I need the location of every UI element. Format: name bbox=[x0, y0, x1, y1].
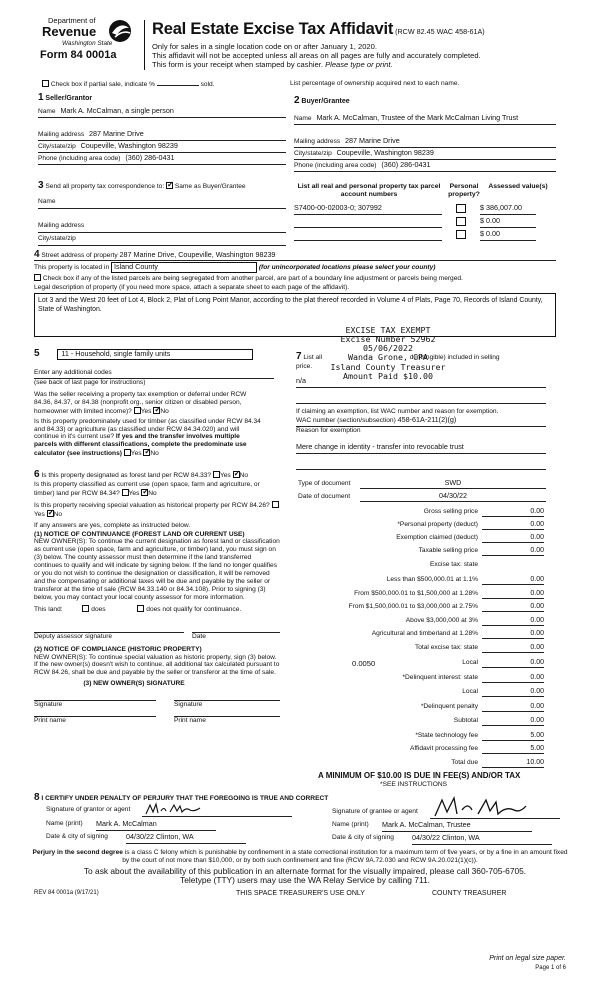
buyer-section: 2 Buyer/Grantee Name Mark A. McCalman, Trustee of the Mark McCalman Living Trust Mailing address 287 Marine Drive City/state/zip Coupeville, Washington 98239 Phone (including area code) (360) 286-0431 bbox=[294, 95, 556, 172]
street-address-field[interactable]: 287 Marine Drive, Coupeville, Washington 98239 bbox=[119, 250, 276, 259]
tax-label: *Delinquent penalty bbox=[420, 703, 478, 710]
dor-logo bbox=[34, 16, 134, 70]
tax-value[interactable]: 0.00 bbox=[482, 521, 544, 530]
header-note-3-italic: Please type or print. bbox=[325, 60, 393, 70]
tax-row bbox=[300, 603, 546, 615]
tax-value[interactable]: 10.00 bbox=[482, 759, 544, 768]
tax-row bbox=[300, 630, 546, 642]
tax-value[interactable]: 0.00 bbox=[482, 717, 544, 726]
doc-date-label: Date of document bbox=[298, 493, 351, 500]
legal-paper-note: Print on legal size paper. bbox=[489, 955, 566, 962]
parcel-col-header: List all real and personal property tax parcel account numbers bbox=[297, 183, 441, 199]
historic-no-checkbox[interactable] bbox=[47, 510, 54, 517]
notice-2-heading: (2) NOTICE OF COMPLIANCE (HISTORIC PROPERTY) bbox=[34, 645, 202, 653]
does-label: does bbox=[91, 605, 106, 613]
tax-label: Total excise tax: state bbox=[414, 644, 478, 651]
assessed-value-field[interactable]: $ 386,007.00 bbox=[480, 204, 536, 215]
grantee-name-field[interactable]: Mark A. McCalman, Trustee bbox=[382, 821, 532, 832]
exemption-no-checkbox[interactable] bbox=[153, 407, 160, 414]
tax-correspondence-section: 3 Send all property tax correspondence to: ✓ Same as Buyer/Grantee Name Mailing address City/state/zip bbox=[38, 180, 286, 246]
header-note-2: This affidavit will not be accepted unless all areas on all pages are fully and accurately completed. bbox=[152, 50, 481, 60]
grantor-name-label: Name (print) bbox=[46, 820, 83, 827]
tax-label: Gross selling price bbox=[423, 508, 478, 515]
notice-1-heading: (1) NOTICE OF CONTINUANCE (FOREST LAND OR CURRENT USE) bbox=[34, 530, 245, 538]
perjury-notice bbox=[30, 849, 570, 865]
wac-number-field[interactable]: 458-61A-211(2)(g) bbox=[397, 414, 457, 424]
new-owner-signature-2[interactable] bbox=[174, 700, 280, 709]
alt-format-notice: To ask about the availability of this publication in an alternate format for the visually impaired, please call 360-705-6705. Teletype (TTY) users may use the WA Relay Service by calling 711. bbox=[83, 866, 527, 886]
tax-value[interactable]: 0.00 bbox=[482, 703, 544, 712]
same-as-buyer-checkbox[interactable] bbox=[166, 182, 173, 189]
grantee-date-field[interactable]: 04/30/22 Clinton, WA bbox=[412, 834, 552, 845]
seller-heading: Seller/Grantor bbox=[45, 95, 93, 102]
tax-value[interactable]: 0.00 bbox=[482, 603, 544, 612]
deputy-signature-label: Deputy assessor signature bbox=[34, 632, 113, 640]
seller-section: 1 Seller/Grantor Name Mark A. McCalman, a single person Mailing address 287 Marine Drive City/state/zip Coupeville, Washington 98239 Phone (including area code) (360) 286-0431 bbox=[38, 92, 286, 165]
no-label: No bbox=[150, 450, 159, 458]
parcel-number-field[interactable] bbox=[294, 217, 442, 228]
deputy-date-line[interactable] bbox=[192, 632, 280, 641]
buyer-city-label: City/state/zip bbox=[294, 150, 332, 157]
perjury-text: is a class C felony which is punishable by confinement in a state correctional institution for a maximum term of five years, or by a fine in an amount fixed by the court of not more than $10,000, or by both such confinement and fine (RCW 9A.72.030 and RCW 9A.20.021(1)(c)). bbox=[122, 849, 568, 864]
grantor-signature-icon bbox=[144, 802, 204, 816]
tax-label: *Personal property (deduct) bbox=[397, 521, 478, 528]
print-name-label: Print name bbox=[34, 717, 66, 725]
notice-1-text: NEW OWNER(S): To continue the current designation as forest land or classification as current use (open space, farm and agriculture, or timber) land, you must sign on (3) below. The county assessor must then determine if the land transferred continues to qualify and will indicate by signing below. If the land no longer qualifies or you do not wish to continue the designation or classification, it will be removed and the compensating or additional taxes will be due and payable by the seller or transferor at the time of sale (RCW 84.33.140 or 84.34.108). Prior to signing (3) below, you may contact your local county assessor for more information. bbox=[34, 538, 280, 601]
forest-historic-section bbox=[34, 469, 296, 724]
yes-label: Yes bbox=[34, 510, 45, 518]
grantee-name-label: Name (print) bbox=[332, 821, 369, 828]
tax-value[interactable]: 0.00 bbox=[482, 630, 544, 639]
document-type-row bbox=[298, 479, 546, 490]
seller-phone-field[interactable]: (360) 286-0431 bbox=[125, 153, 175, 162]
buyer-city-field[interactable]: Coupeville, Washington 98239 bbox=[336, 148, 434, 157]
personal-col-header: Personal property? bbox=[448, 183, 480, 199]
tax-row-local bbox=[300, 659, 546, 671]
reason-label: Reason for exemption bbox=[296, 426, 361, 434]
parcel-row bbox=[294, 204, 556, 216]
tax-row bbox=[300, 644, 546, 656]
assessed-value-field[interactable]: $ 0.00 bbox=[480, 217, 536, 228]
timber-question-text: Is this property predominately used for timber (as classified under RCW 84.34 and 84.33) or agriculture (as classified under RCW 84.34.020) and will continue in it's current use? bbox=[34, 417, 261, 441]
timber-no-checkbox[interactable] bbox=[143, 449, 150, 456]
notice-3-heading: (3) NEW OWNER(S) SIGNATURE bbox=[83, 680, 185, 688]
grantor-date-label: Date & city of signing bbox=[46, 833, 108, 840]
state-name: Washington State bbox=[62, 40, 113, 47]
section7-label-a: List all bbox=[303, 354, 323, 361]
correspondence-mailing-label: Mailing address bbox=[38, 222, 85, 229]
tax-label: Agricultural and timberland at 1.28% bbox=[371, 630, 478, 637]
partial-sale-label: Check box if partial sale, indicate % bbox=[50, 81, 155, 88]
partial-sale-row bbox=[42, 80, 302, 89]
yes-label: Yes bbox=[128, 489, 140, 497]
signature-label: Signature bbox=[174, 701, 203, 709]
buyer-mailing-field[interactable]: 287 Marine Drive bbox=[345, 136, 400, 145]
grantee-date-row bbox=[332, 834, 564, 846]
county-note: (for unincorporated locations please select your county) bbox=[258, 264, 436, 271]
seller-name-field[interactable]: Mark A. McCalman, a single person bbox=[60, 106, 174, 115]
notice-2-text: NEW OWNER(S): To continue special valuation as historic property, sign (3) below. If the new owner(s) doesn't wish to continue, all additional tax calculated pursuant to RCW 84.26, shall be due and payable by the seller or transferor at the time of sale. bbox=[34, 653, 280, 677]
revision-label: REV 84 0001a (9/17/21) bbox=[34, 890, 99, 896]
assessed-value-field[interactable]: $ 0.00 bbox=[480, 230, 536, 241]
stamp-line-4: Wanda Grone, CPA bbox=[348, 352, 428, 363]
grantor-date-row bbox=[46, 833, 296, 845]
correspondence-city-label: City/state/zip bbox=[38, 235, 76, 242]
grantee-name-row bbox=[332, 821, 564, 833]
tax-row bbox=[300, 703, 546, 715]
claim-exemption-label: If claiming an exemption, list WAC number and reason for exemption. bbox=[296, 407, 499, 415]
tax-value[interactable]: 0.00 bbox=[482, 547, 544, 556]
form-number: Form 84 0001a bbox=[40, 49, 117, 61]
doc-date-field[interactable]: 04/30/22 bbox=[360, 492, 546, 502]
tax-row bbox=[300, 590, 546, 602]
tax-row bbox=[300, 674, 546, 686]
buyer-name-label: Name bbox=[294, 115, 312, 122]
tax-row bbox=[300, 508, 546, 520]
parcel-row bbox=[294, 217, 556, 229]
deputy-date-label: Date bbox=[192, 632, 206, 640]
tax-value[interactable]: 0.00 bbox=[482, 617, 544, 626]
buyer-phone-label: Phone (including area code) bbox=[294, 162, 377, 169]
tax-label: *State technology fee bbox=[415, 732, 478, 739]
parcel-row bbox=[294, 230, 556, 242]
form-title: Real Estate Excise Tax Affidavit bbox=[152, 20, 394, 38]
local-rate: 0.0050 bbox=[352, 659, 376, 668]
buyer-name-field[interactable]: Mark A. McCalman, Trustee of the Mark McCalman Living Trust bbox=[316, 113, 519, 122]
tax-value[interactable]: 0.00 bbox=[482, 659, 544, 668]
tax-value[interactable]: 5.00 bbox=[482, 732, 544, 741]
form-title-block bbox=[152, 20, 562, 69]
correspondence-label: Send all property tax correspondence to: bbox=[45, 183, 165, 190]
section7-price-word: price. bbox=[296, 363, 313, 370]
tax-label: Total due bbox=[451, 759, 478, 766]
tax-label: *Delinquent interest: state bbox=[402, 674, 478, 681]
current-use-no-checkbox[interactable] bbox=[141, 489, 148, 496]
treasurer-use-label: THIS SPACE TREASURER'S USE ONLY bbox=[236, 890, 365, 897]
tax-label: Exemption claimed (deduct) bbox=[396, 534, 478, 541]
historic-question bbox=[34, 501, 279, 519]
this-land-label: This land: bbox=[34, 605, 63, 613]
no-label: No bbox=[160, 407, 169, 415]
stamp-line-6: Amount Paid $10.00 bbox=[343, 370, 433, 381]
partial-sale-percent[interactable] bbox=[157, 85, 199, 86]
stamp-line-3: 05/06/2022 bbox=[363, 343, 413, 354]
exemption-question bbox=[34, 391, 264, 416]
page-number: Page 1 of 6 bbox=[535, 965, 566, 971]
department-line1: Department of bbox=[48, 16, 96, 25]
seller-mailing-field[interactable]: 287 Marine Drive bbox=[89, 129, 144, 138]
stamp-line-1: EXCISE TAX EXEMPT bbox=[345, 325, 431, 335]
grantor-name-row bbox=[46, 820, 296, 832]
seller-mailing-label: Mailing address bbox=[38, 131, 85, 138]
minimum-due-note: A MINIMUM OF $10.00 IS DUE IN FEE(S) AND/OR TAX bbox=[318, 771, 521, 780]
certification-section: 8 I CERTIFY UNDER PENALTY OF PERJURY THAT THE FOREGOING IS TRUE AND CORRECT Signature of grantor or agent Name (print) Mark A. McCalman Date & city of signing 04/30/22 Clinton, WA Signature of grantee or agent Name (print) Mark A. McCalman, Trustee Date & city of signing 04/30/22 Clinton, WA bbox=[34, 792, 564, 848]
ownership-note: List percentage of ownership acquired next to each name. bbox=[290, 80, 460, 87]
forest-yes-checkbox[interactable] bbox=[213, 471, 220, 478]
header-note-1: Only for sales in a single location code on or after January 1, 2020. bbox=[152, 41, 377, 51]
form-citation: (RCW 82.45 WAC 458-61A) bbox=[395, 27, 485, 36]
tax-row bbox=[300, 759, 546, 771]
see-back-note: (see back of last page for instructions) bbox=[34, 379, 146, 386]
seller-city-field[interactable]: Coupeville, Washington 98239 bbox=[80, 141, 178, 150]
segregated-parcel-checkbox[interactable] bbox=[34, 274, 41, 281]
header-note-3: This form is your receipt when stamped by cashier. bbox=[152, 60, 323, 70]
tax-label: Above $3,000,000 at 3% bbox=[405, 617, 478, 624]
department-line2: Revenue bbox=[42, 24, 97, 39]
new-owner-print-2[interactable] bbox=[174, 716, 280, 725]
partial-sale-checkbox[interactable] bbox=[42, 80, 49, 87]
exemption-question-text: Was the seller receiving a property tax exemption or deferral under RCW 84.36, 84.37, or 84.38 (nonprofit org., senior citizen or disabled person, homeowner with limited income)? bbox=[34, 390, 247, 415]
grantor-signature-row bbox=[46, 806, 296, 818]
tax-label: Affidavit processing fee bbox=[409, 745, 478, 752]
exemption-reason-field[interactable]: Mere change in identity - transfer into revocable trust bbox=[296, 443, 546, 454]
same-as-buyer-label: Same as Buyer/Grantee bbox=[174, 183, 246, 190]
current-use-question-text: Is this property classified as current use (open space, farm and agriculture, or timber) land per RCW 84.34? bbox=[34, 481, 260, 497]
perjury-bold: Perjury in the second degree bbox=[32, 849, 123, 856]
tax-value[interactable]: 0.00 bbox=[482, 688, 544, 697]
street-address-label: Street address of property bbox=[41, 252, 118, 259]
seller-city-label: City/state/zip bbox=[38, 143, 76, 150]
does-not-qualify-checkbox[interactable] bbox=[137, 605, 144, 612]
tax-label: From $1,500,000.01 to $3,000,000 at 2.75% bbox=[348, 603, 478, 610]
personal-property-field[interactable]: n/a bbox=[296, 377, 546, 388]
yes-label: Yes bbox=[219, 472, 231, 479]
see-instructions-note: *SEE INSTRUCTIONS bbox=[380, 781, 448, 788]
historic-question-text: Is this property receiving special valuation as historical property per RCW 84.26? bbox=[34, 501, 270, 509]
grantee-signature-icon bbox=[432, 796, 528, 818]
tax-value[interactable]: 0.00 bbox=[482, 674, 544, 683]
if-yes-note: If any answers are yes, complete as instructed below. bbox=[34, 521, 191, 529]
buyer-heading: Buyer/Grantee bbox=[301, 98, 350, 105]
tax-row bbox=[300, 717, 546, 729]
county-treasurer-label: COUNTY TREASURER bbox=[432, 890, 507, 897]
grantee-date-label: Date & city of signing bbox=[332, 834, 394, 841]
current-use-yes-checkbox[interactable] bbox=[122, 489, 129, 496]
personal-property-checkbox[interactable] bbox=[456, 230, 466, 239]
stamp-line-5: Island County Treasurer bbox=[330, 361, 446, 372]
tax-value[interactable]: 0.00 bbox=[482, 644, 544, 653]
new-owner-print-1[interactable] bbox=[34, 716, 156, 725]
county-select[interactable]: Island County bbox=[111, 262, 257, 273]
qualify-row bbox=[34, 605, 296, 614]
tax-label: Subtotal bbox=[453, 717, 478, 724]
forest-no-checkbox[interactable] bbox=[233, 471, 240, 478]
parcel-number-field[interactable] bbox=[294, 230, 442, 241]
no-label: No bbox=[239, 472, 248, 479]
personal-property-checkbox[interactable] bbox=[456, 204, 466, 213]
grantor-date-field[interactable]: 04/30/22 Clinton, WA bbox=[126, 833, 246, 844]
no-label: No bbox=[53, 510, 63, 518]
partial-sale-sold: sold. bbox=[200, 81, 215, 88]
grantee-signature-field[interactable] bbox=[430, 808, 560, 819]
grantee-signature-label: Signature of grantee or agent bbox=[332, 808, 418, 815]
assessed-col-header: Assessed value(s) bbox=[488, 183, 548, 190]
tax-row bbox=[300, 688, 546, 700]
buyer-mailing-label: Mailing address bbox=[294, 138, 341, 145]
tax-label: Less than $500,000.01 at 1.1% bbox=[386, 576, 478, 583]
print-name-label: Print name bbox=[174, 717, 206, 725]
new-owner-signature-1[interactable] bbox=[34, 700, 156, 709]
tax-value[interactable]: 5.00 bbox=[482, 745, 544, 754]
property-address-section: 4 Street address of property 287 Marine Drive, Coupeville, Washington 98239 This property is located in Island County (for unincorporated locations please select your county) Check box if any of the listed parcels are being segregated from another parcel, are part of a boundary line adjustment or parcels being merged. Legal description of property (if you need more space, attach a separate sheet to each page of the affidavit). Lot 3 and the West 20 feet of Lot 4, Block 2, Plat of Long Point Manor, according to the plat thereof recorded in Volume 4 of Plats, Page 70, Records of Island County, State of Washington. bbox=[34, 249, 556, 337]
doc-type-label: Type of document bbox=[298, 480, 351, 487]
tax-row bbox=[300, 576, 546, 588]
located-in-label: This property is located in bbox=[34, 264, 110, 271]
grantor-signature-field[interactable] bbox=[142, 806, 292, 817]
correspondence-name-label: Name bbox=[38, 198, 56, 205]
doc-type-field[interactable]: SWD bbox=[360, 479, 546, 489]
buyer-phone-field[interactable]: (360) 286-0431 bbox=[381, 160, 431, 169]
tax-value[interactable]: 0.00 bbox=[482, 508, 544, 517]
signature-label: Signature bbox=[34, 701, 63, 709]
timber-question bbox=[34, 418, 264, 459]
deputy-signature-line[interactable] bbox=[34, 632, 184, 641]
parcel-number-field[interactable]: S7400-00-02003-0; 307992 bbox=[294, 204, 442, 215]
personal-property-section: 7 List all d intangible) included in selling price. n/a If claiming an exemption, list WAC number and reason for exemption. WAC number (section/subsection) 458-61A-211(2)(g) Reason for exemption Mere change in identity - transfer into revocable trust bbox=[296, 351, 558, 470]
grantee-signature-row bbox=[332, 808, 564, 820]
no-label: No bbox=[148, 489, 157, 497]
historic-yes-checkbox[interactable] bbox=[272, 501, 279, 508]
legal-description-label: Legal description of property (if you need more space, attach a separate sheet to each page of the affidavit). bbox=[34, 283, 350, 291]
section7-label-b: d intangible) included in selling bbox=[409, 354, 500, 361]
yes-label: Yes bbox=[130, 450, 142, 458]
document-date-row bbox=[298, 492, 546, 503]
yes-label: Yes bbox=[140, 407, 152, 415]
tax-label: Excise tax: state bbox=[429, 561, 478, 568]
certification-heading: I CERTIFY UNDER PENALTY OF PERJURY THAT THE FOREGOING IS TRUE AND CORRECT bbox=[41, 795, 329, 802]
personal-property-checkbox[interactable] bbox=[456, 217, 466, 226]
tax-value[interactable]: 0.00 bbox=[482, 534, 544, 543]
seller-name-label: Name bbox=[38, 108, 56, 115]
tax-row bbox=[300, 547, 546, 559]
tax-label: Local bbox=[462, 659, 478, 666]
does-not-label: does not qualify for continuance. bbox=[146, 605, 242, 613]
stamp-line-2: Excise Number 52962 bbox=[340, 334, 436, 345]
wac-label: WAC number (section/subsection) bbox=[296, 416, 396, 424]
grantor-name-field[interactable]: Mark A. McCalman bbox=[96, 820, 216, 831]
current-use-question bbox=[34, 481, 279, 498]
forest-question-text: Is this property designated as forest land per RCW 84.33? bbox=[41, 472, 212, 479]
use-code-select[interactable]: 11 - Household, single family units bbox=[57, 349, 253, 360]
tax-row bbox=[300, 617, 546, 629]
tax-row bbox=[300, 534, 546, 546]
does-qualify-checkbox[interactable] bbox=[82, 605, 89, 612]
forest-question: 6 Is this property designated as forest land per RCW 84.33? Yes ✓ No bbox=[34, 469, 296, 481]
timber-yes-checkbox[interactable] bbox=[124, 449, 131, 456]
tax-label: From $500,000.01 to $1,500,000 at 1.28% bbox=[354, 590, 478, 597]
tax-value[interactable]: 0.00 bbox=[482, 590, 544, 599]
tax-value[interactable]: 0.00 bbox=[482, 576, 544, 585]
tax-row bbox=[300, 732, 546, 744]
seller-phone-label: Phone (including area code) bbox=[38, 155, 121, 162]
legal-description-field[interactable]: Lot 3 and the West 20 feet of Lot 4, Block 2, Plat of Long Point Manor, according to the plat thereof recorded in Volume 4 of Plats, Page 70, Records of Island County, State of Washington. bbox=[34, 293, 556, 337]
exemption-yes-checkbox[interactable] bbox=[134, 407, 141, 414]
tax-row bbox=[300, 521, 546, 533]
segregated-parcel-label: Check box if any of the listed parcels are being segregated from another parcel, are part of a boundary line adjustment or parcels being merged. bbox=[42, 275, 463, 282]
timber-question-bold: If yes and the transfer involves multiple parcels with different classifications, complete the predominate use calculator (see instructions) bbox=[34, 433, 247, 458]
tax-row-header bbox=[300, 561, 546, 573]
additional-codes-label: Enter any additional codes bbox=[34, 369, 112, 376]
use-code-section: 5 11 - Household, single family units Enter any additional codes (see back of last page for instructions) Was the seller receiving a property tax exemption or deferral under RCW 84.36, 84.37, or 84.38 (nonprofit org., senior citizen or disabled person, homeowner with limited income)? Yes ✓ No Is this property predominately used for timber (as classified under RCW 84.34 and 84.33) or agriculture (as classified under RCW 84.34.020) and will continue in it's current use? If yes and the transfer involves multiple parcels with different classifications, complete the predominate use calculator (see instructions) Yes ✓ No bbox=[34, 348, 296, 458]
tax-row bbox=[300, 745, 546, 757]
grantor-signature-label: Signature of grantor or agent bbox=[46, 806, 131, 813]
tax-label: Local bbox=[462, 688, 478, 695]
tax-label: Taxable selling price bbox=[418, 547, 478, 554]
